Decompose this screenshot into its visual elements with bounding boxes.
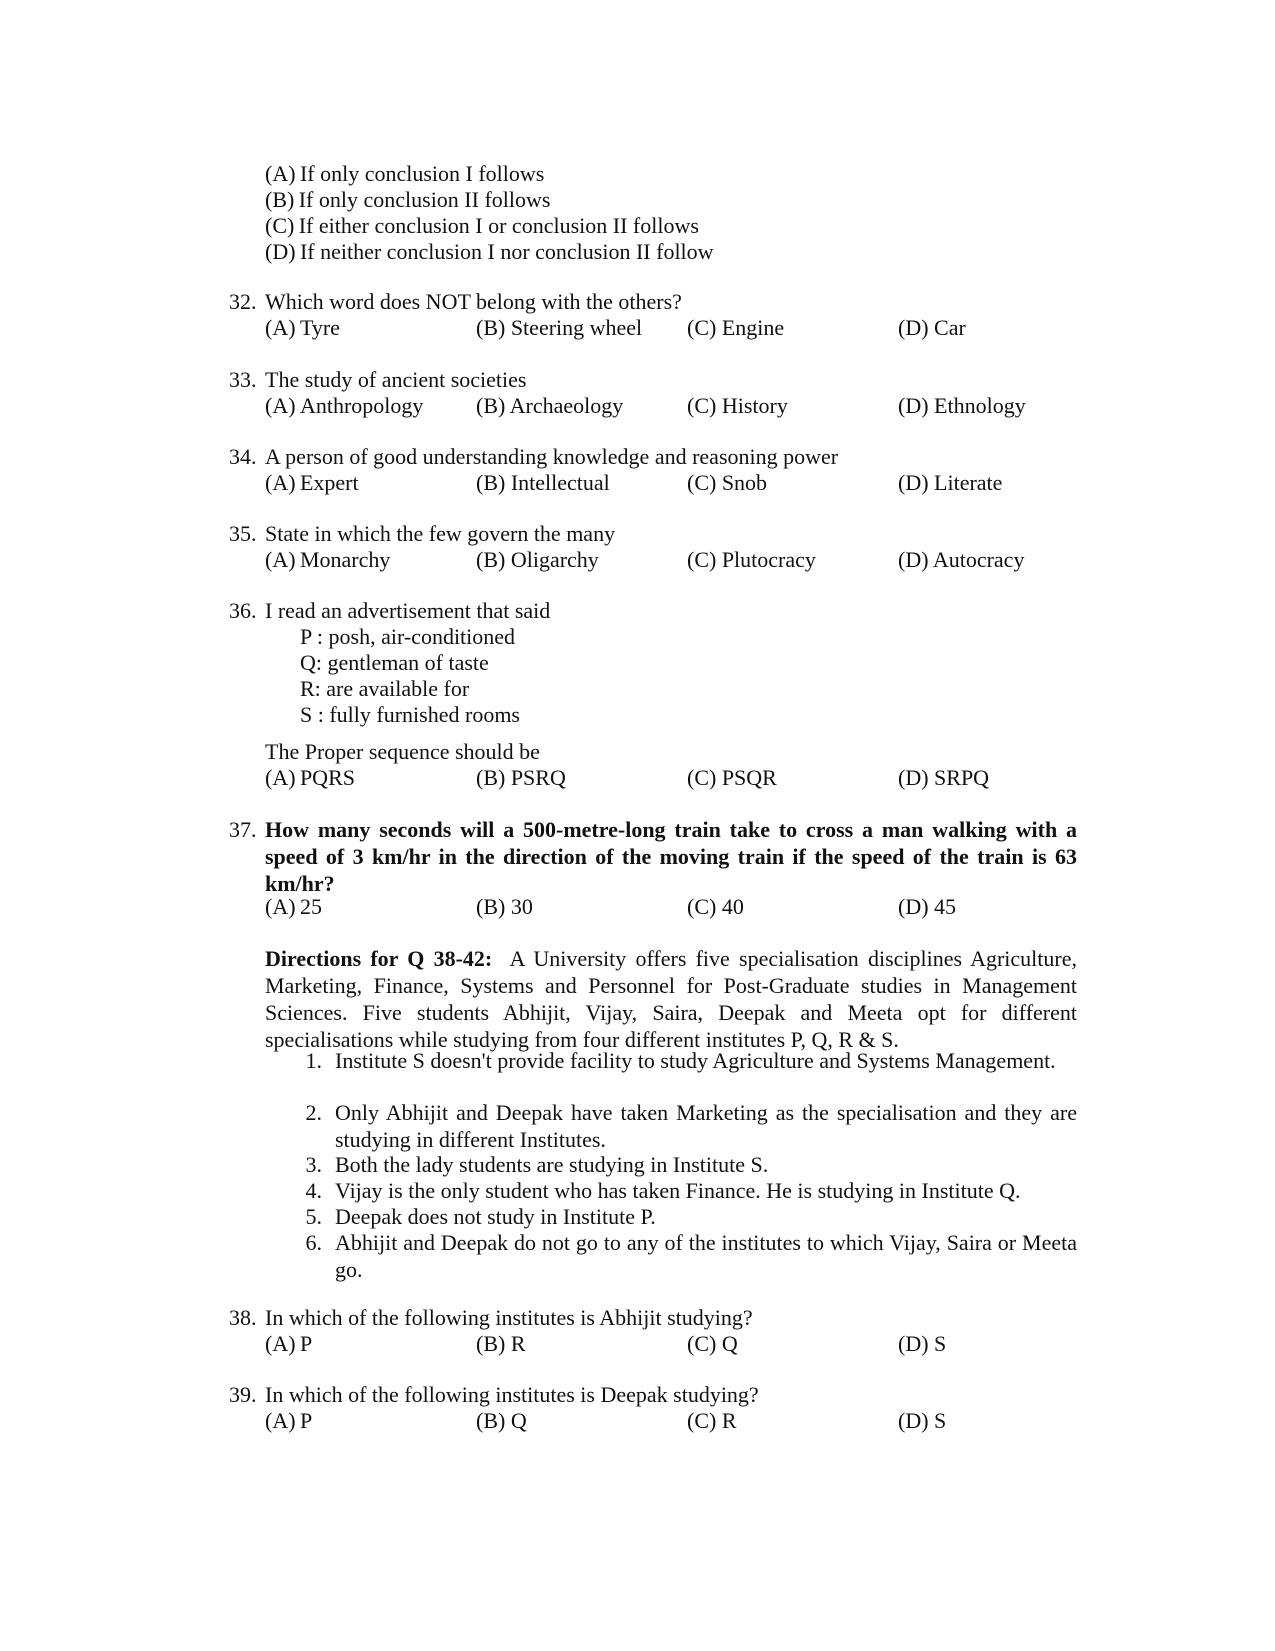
question-number: 34. xyxy=(229,444,257,469)
directions-label: Directions for Q 38-42: xyxy=(265,946,493,971)
question-stem: The study of ancient societies xyxy=(265,367,527,392)
option-c: (C) PSQR xyxy=(687,765,777,790)
direction-item-number: 6. xyxy=(305,1230,322,1255)
option-b: (B) Oligarchy xyxy=(476,547,599,572)
prev-option-d: (D) If neither conclusion I nor conclusion II follow xyxy=(265,239,714,264)
option-d: (D) Car xyxy=(898,315,966,340)
option-a: (A) Tyre xyxy=(265,315,340,340)
prev-option-a: (A) If only conclusion I follows xyxy=(265,161,545,186)
option-c: (C) History xyxy=(687,393,788,418)
question-stem: In which of the following institutes is Deepak studying? xyxy=(265,1382,759,1407)
direction-item-text: Abhijit and Deepak do not go to any of the institutes to which Vijay, Saira or Meeta go. xyxy=(335,1230,1077,1282)
option-c: (C) 40 xyxy=(687,894,744,919)
sequence-part-s: S : fully furnished rooms xyxy=(300,702,520,727)
direction-item-text: Both the lady students are studying in Institute S. xyxy=(335,1152,769,1177)
option-a: (A) PQRS xyxy=(265,765,355,790)
direction-item-number: 4. xyxy=(305,1178,322,1203)
option-d: (D) Literate xyxy=(898,470,1003,495)
option-a: (A) P xyxy=(265,1331,313,1356)
directions-text: A University offers five specialisation disciplines Agriculture, Marketing, Finance, Systems and Personnel for Post-Graduate studies in Management Sciences. Five students Abhijit, Vijay, Saira, Deepak and Meeta opt for different specialisations while studying from four different institutes P, Q, R & S. xyxy=(265,946,1077,1052)
direction-item-text: Institute S doesn't provide facility to study Agriculture and Systems Management. xyxy=(335,1048,1056,1073)
sequence-prompt: The Proper sequence should be xyxy=(265,739,540,764)
option-b: (B) R xyxy=(476,1331,526,1356)
option-d: (D) Ethnology xyxy=(898,393,1026,418)
question-number: 33. xyxy=(229,367,257,392)
prev-option-c: (C) If either conclusion I or conclusion II follows xyxy=(265,213,699,238)
question-stem: I read an advertisement that said xyxy=(265,598,551,623)
question-stem: Which word does NOT belong with the others? xyxy=(265,289,682,314)
option-a: (A) Expert xyxy=(265,470,359,495)
directions-block xyxy=(265,945,1077,1053)
option-b: (B) Intellectual xyxy=(476,470,610,495)
option-c: (C) R xyxy=(687,1408,737,1433)
option-b: (B) 30 xyxy=(476,894,533,919)
question-number: 32. xyxy=(229,289,257,314)
option-a: (A) P xyxy=(265,1408,313,1433)
option-a: (A) Anthropology xyxy=(265,393,424,418)
question-number: 39. xyxy=(229,1382,257,1407)
option-b: (B) Steering wheel xyxy=(476,315,643,340)
sequence-part-r: R: are available for xyxy=(300,676,470,701)
sequence-part-p: P : posh, air-conditioned xyxy=(300,624,516,649)
option-d: (D) S xyxy=(898,1331,947,1356)
option-b: (B) Archaeology xyxy=(476,393,624,418)
direction-item-text: Vijay is the only student who has taken Finance. He is studying in Institute Q. xyxy=(335,1178,1021,1203)
option-d: (D) 45 xyxy=(898,894,957,919)
sequence-part-q: Q: gentleman of taste xyxy=(300,650,489,675)
option-d: (D) Autocracy xyxy=(898,547,1025,572)
question-stem: In which of the following institutes is Abhijit studying? xyxy=(265,1305,753,1330)
prev-option-b: (B) If only conclusion II follows xyxy=(265,187,551,212)
question-37-number: 37. xyxy=(229,817,257,842)
direction-item-number: 3. xyxy=(305,1152,322,1177)
option-b: (B) PSRQ xyxy=(476,765,566,790)
direction-item-text: Only Abhijit and Deepak have taken Marketing as the specialisation and they are studying in different Institutes. xyxy=(335,1100,1077,1152)
option-d: (D) S xyxy=(898,1408,947,1433)
direction-item-number: 2. xyxy=(305,1100,322,1125)
option-d: (D) SRPQ xyxy=(898,765,990,790)
question-stem: State in which the few govern the many xyxy=(265,521,616,546)
option-c: (C) Engine xyxy=(687,315,785,340)
option-c: (C) Snob xyxy=(687,470,768,495)
direction-item-number: 1. xyxy=(305,1048,322,1073)
question-number: 35. xyxy=(229,521,257,546)
option-c: (C) Q xyxy=(687,1331,738,1356)
question-37-stem: How many seconds will a 500-metre-long train take to cross a man walking with a speed of 3 km/hr in the direction of the moving train if the speed of the train is 63 km/hr? xyxy=(265,817,1077,896)
option-c: (C) Plutocracy xyxy=(687,547,816,572)
question-number: 36. xyxy=(229,598,257,623)
option-b: (B) Q xyxy=(476,1408,527,1433)
direction-item-number: 5. xyxy=(305,1204,322,1229)
option-a: (A) 25 xyxy=(265,894,322,919)
direction-item-text: Deepak does not study in Institute P. xyxy=(335,1204,656,1229)
option-a: (A) Monarchy xyxy=(265,547,391,572)
question-number: 38. xyxy=(229,1305,257,1330)
question-stem: A person of good understanding knowledge and reasoning power xyxy=(265,444,839,469)
